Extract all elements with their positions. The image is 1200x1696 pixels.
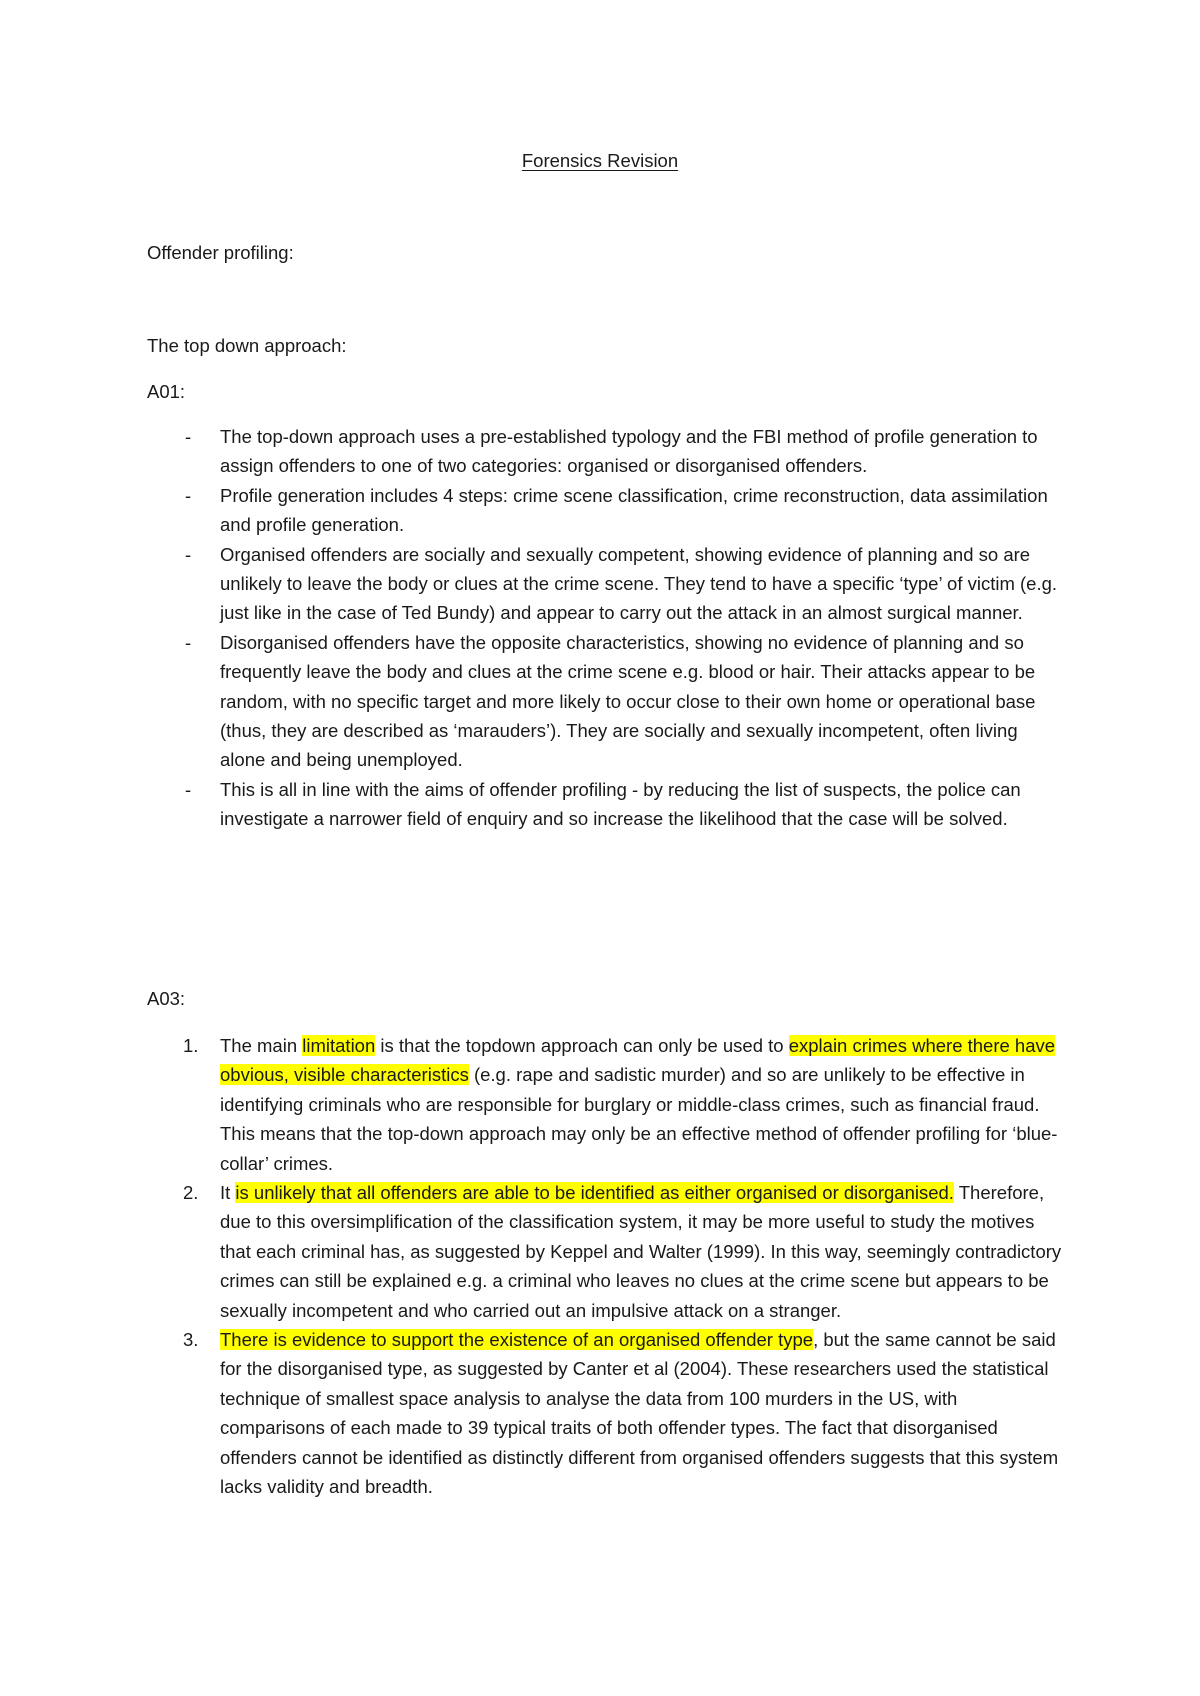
highlighted-text: There is evidence to support the existence of an organised offender type [220,1329,814,1351]
list-item [147,1325,1067,1501]
ao1-bullet-list [147,422,1067,834]
text-run: The main [220,1035,303,1056]
list-item [147,628,1067,775]
list-item-text: This is all in line with the aims of offender profiling - by reducing the list of suspects, the police can investigate a narrower field of enquiry and so increase the likelihood that the case will be solved. [220,778,1021,830]
bullet-marker: - [185,426,192,447]
ao3-label: A03: [147,988,186,1009]
highlighted-text: is unlikely that all offenders are able to be identified as either organised or disorganised. [235,1182,954,1204]
list-item-text: The top-down approach uses a pre-established typology and the FBI method of profile generation to assign offenders to one of two categories: organised or disorganised offenders. [220,426,1038,477]
bullet-marker: - [185,631,192,653]
highlighted-text: explain crimes where there have obvious, visible characteristics [220,1035,1056,1086]
ao1-label: A01: [147,381,186,402]
list-item-text [220,1035,1057,1174]
text-run: (e.g. rape and sadistic murder) and so are unlikely to be effective in identifying criminals who are responsible for burglary or middle-class crimes, such as financial fraud. This means that the top-down approach may only be an effective method of offender profiling for ‘blue-collar’ crimes. [220,1064,1058,1174]
list-item [147,1178,1067,1325]
text-run: It [220,1182,236,1204]
list-item-text: Profile generation includes 4 steps: crime scene classification, crime reconstruction, data assimilation and profile generation. [220,484,1048,536]
list-item [147,1031,1067,1178]
list-item-text: Organised offenders are socially and sexually competent, showing evidence of planning and so are unlikely to leave the body or clues at the crime scene. They tend to have a specific ‘type’ of victim (e.g. just like in the case of Ted Bundy) and appear to carry out the attack in an almost surgical manner. [220,543,1058,624]
text-run: Therefore, due to this oversimplification of the classification system, it may be more useful to study the motives that each criminal has, as suggested by Keppel and Walter (1999). In this way, seemingly contradictory crimes can still be explained e.g. a criminal who leaves no clues at the crime scene but appears to be sexually incompetent and who carried out an impulsive attack on a stranger. [220,1182,1062,1321]
list-number: 2. [183,1182,199,1204]
list-item [147,775,1067,834]
document-title: Forensics Revision [521,150,679,171]
list-item-text [220,1329,1058,1497]
list-item [147,481,1067,540]
list-item-text [220,1182,1061,1321]
bullet-marker: - [185,484,192,506]
list-number: 1. [183,1035,199,1056]
list-item [147,540,1067,628]
text-run: is that the topdown approach can only be used to [375,1035,789,1056]
subsection-heading: The top down approach: [147,335,347,356]
section-heading: Offender profiling: [147,242,294,263]
list-item [147,422,1067,481]
ao3-numbered-list [147,1031,1067,1502]
bullet-marker: - [185,778,192,800]
list-number: 3. [183,1329,199,1351]
bullet-marker: - [185,543,192,565]
highlighted-text: limitation [302,1035,376,1056]
text-run: , but the same cannot be said for the disorganised type, as suggested by Canter et al (2004). These researchers used the statistical technique of smallest space analysis to analyse the data from 100 murders in the US, with comparisons of each made to 39 typical traits of both offender types. The fact that disorganised offenders cannot be identified as distinctly different from organised offenders suggests that this system lacks validity and breadth. [220,1329,1059,1498]
list-item-text: Disorganised offenders have the opposite characteristics, showing no evidence of planning and so frequently leave the body and clues at the crime scene e.g. blood or hair. Their attacks appear to be random, with no specific target and more likely to occur close to their own home or operational base (thus, they are described as ‘marauders’). They are socially and sexually incompetent, often living alone and being unemployed. [220,631,1036,771]
